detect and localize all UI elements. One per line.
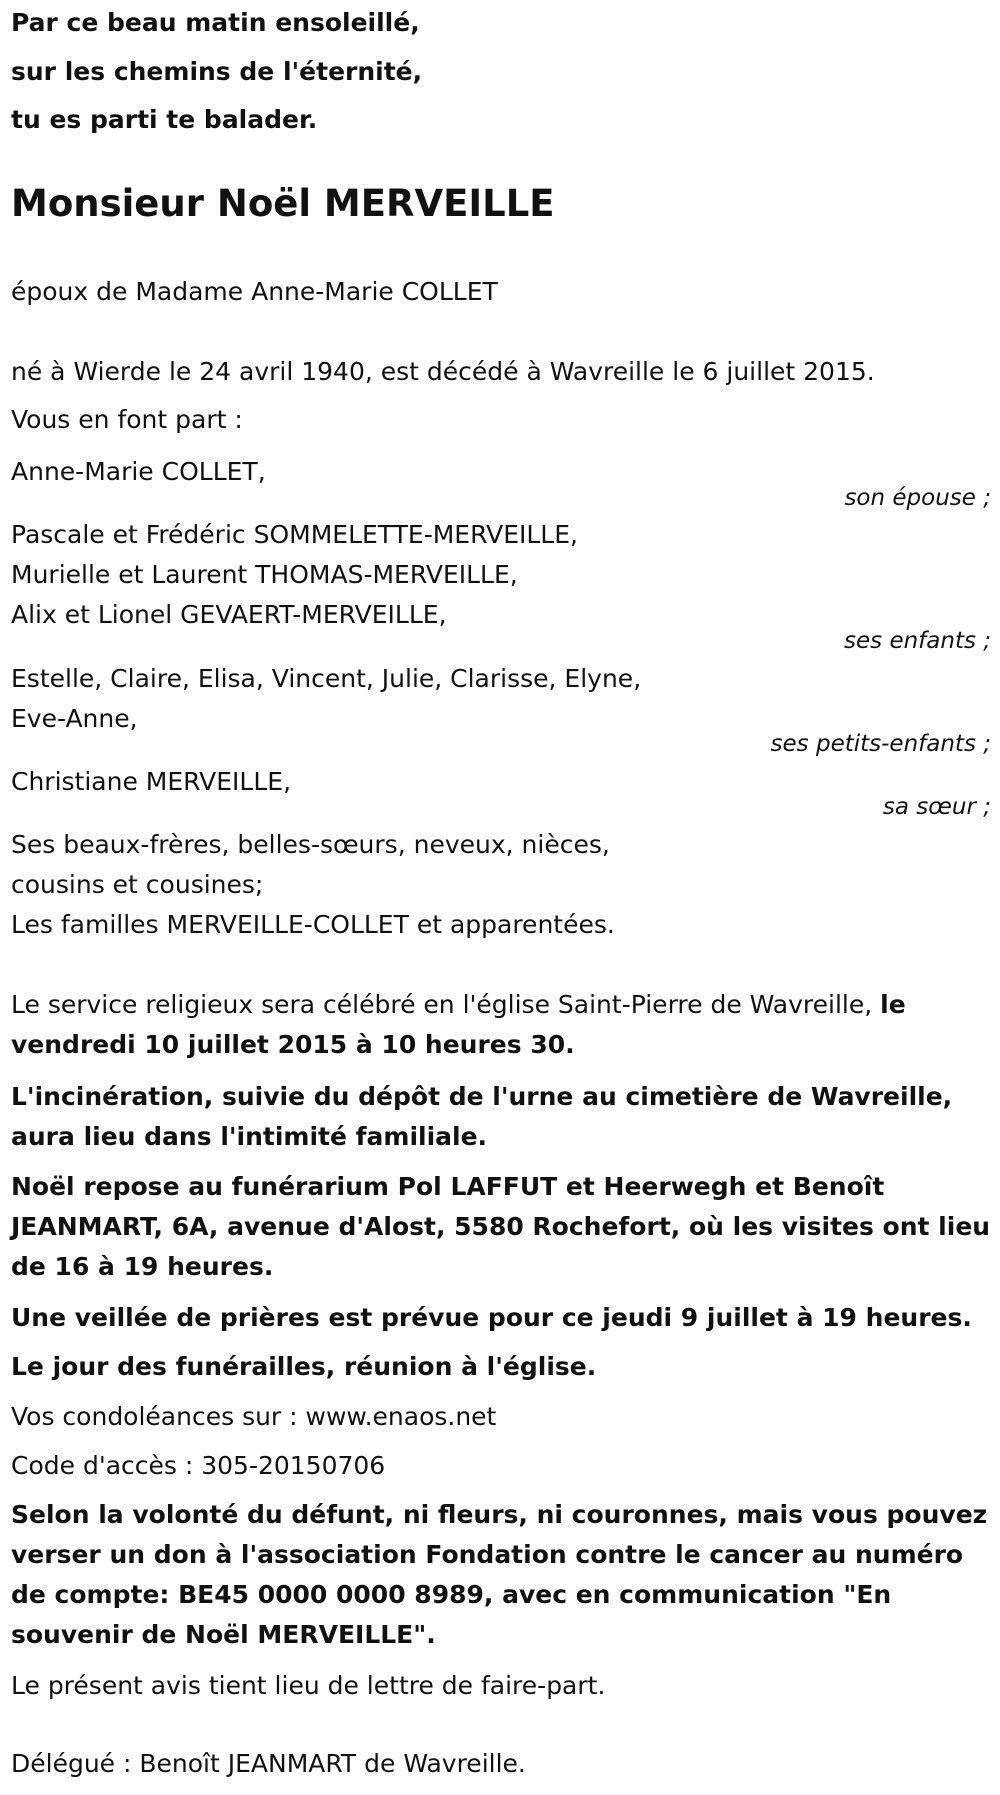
volonte-line-1: Selon la volonté du défunt, ni fleurs, ni couronnes, mais vous pouvez xyxy=(11,1500,988,1529)
poem-line-1: Par ce beau matin ensoleillé, xyxy=(11,8,420,37)
service-date: vendredi 10 juillet 2015 à 10 heures 30. xyxy=(11,1030,575,1059)
delegue-line: Délégué : Benoît JEANMART de Wavreille. xyxy=(11,1749,526,1778)
repose-line-3: de 16 à 19 heures. xyxy=(11,1252,274,1281)
service-date-start: le xyxy=(880,990,906,1019)
others-line-3: Les familles MERVEILLE-COLLET et apparentées. xyxy=(11,910,615,939)
spouse-relation: son épouse ; xyxy=(844,485,991,511)
incineration-line-2: aura lieu dans l'intimité familiale. xyxy=(11,1122,488,1151)
child-line-1: Pascale et Frédéric SOMMELETTE-MERVEILLE, xyxy=(11,520,578,549)
child-line-3: Alix et Lionel GEVAERT-MERVEILLE, xyxy=(11,600,447,629)
condoleances-line: Vos condoléances sur : www.enaos.net xyxy=(11,1402,497,1431)
volonte-line-4: souvenir de Noël MERVEILLE". xyxy=(11,1620,436,1649)
repose-line-1: Noël repose au funérarium Pol LAFFUT et Heerwegh et Benoît xyxy=(11,1172,885,1201)
grandchildren-line-2: Eve-Anne, xyxy=(11,704,138,733)
service-line-1 xyxy=(11,990,906,1020)
reunion-line: Le jour des funérailles, réunion à l'église. xyxy=(11,1352,597,1381)
deceased-name: Monsieur Noël MERVEILLE xyxy=(11,182,555,225)
veillee-line: Une veillée de prières est prévue pour ce jeudi 9 juillet à 19 heures. xyxy=(11,1303,972,1332)
sister-name: Christiane MERVEILLE, xyxy=(11,767,292,796)
others-line-2: cousins et cousines; xyxy=(11,870,264,899)
birth-death-line: né à Wierde le 24 avril 1940, est décédé à Wavreille le 6 juillet 2015. xyxy=(11,357,875,386)
poem-line-2: sur les chemins de l'éternité, xyxy=(11,57,423,86)
volonte-line-2: verser un don à l'association Fondation contre le cancer au numéro xyxy=(11,1540,964,1569)
access-code-line: Code d'accès : 305-20150706 xyxy=(11,1451,386,1480)
children-relation: ses enfants ; xyxy=(844,628,991,654)
repose-line-2: JEANMART, 6A, avenue d'Alost, 5580 Rochefort, où les visites ont lieu xyxy=(11,1212,991,1241)
grandchildren-relation: ses petits-enfants ; xyxy=(770,731,991,757)
avis-line: Le présent avis tient lieu de lettre de faire-part. xyxy=(11,1671,606,1700)
grandchildren-line-1: Estelle, Claire, Elisa, Vincent, Julie, Clarisse, Elyne, xyxy=(11,664,642,693)
others-line-1: Ses beaux-frères, belles-sœurs, neveux, nièces, xyxy=(11,830,610,859)
child-line-2: Murielle et Laurent THOMAS-MERVEILLE, xyxy=(11,560,518,589)
spouse-name: Anne-Marie COLLET, xyxy=(11,457,266,486)
incineration-line-1: L'incinération, suivie du dépôt de l'urne au cimetière de Wavreille, xyxy=(11,1082,953,1111)
spouse-line: époux de Madame Anne-Marie COLLET xyxy=(11,277,498,306)
announce-line: Vous en font part : xyxy=(11,405,243,434)
service-text: Le service religieux sera célébré en l'église Saint-Pierre de Wavreille, xyxy=(11,990,881,1019)
volonte-line-3: de compte: BE45 0000 0000 8989, avec en communication "En xyxy=(11,1580,892,1609)
poem-line-3: tu es parti te balader. xyxy=(11,105,318,134)
sister-relation: sa sœur ; xyxy=(882,794,991,820)
